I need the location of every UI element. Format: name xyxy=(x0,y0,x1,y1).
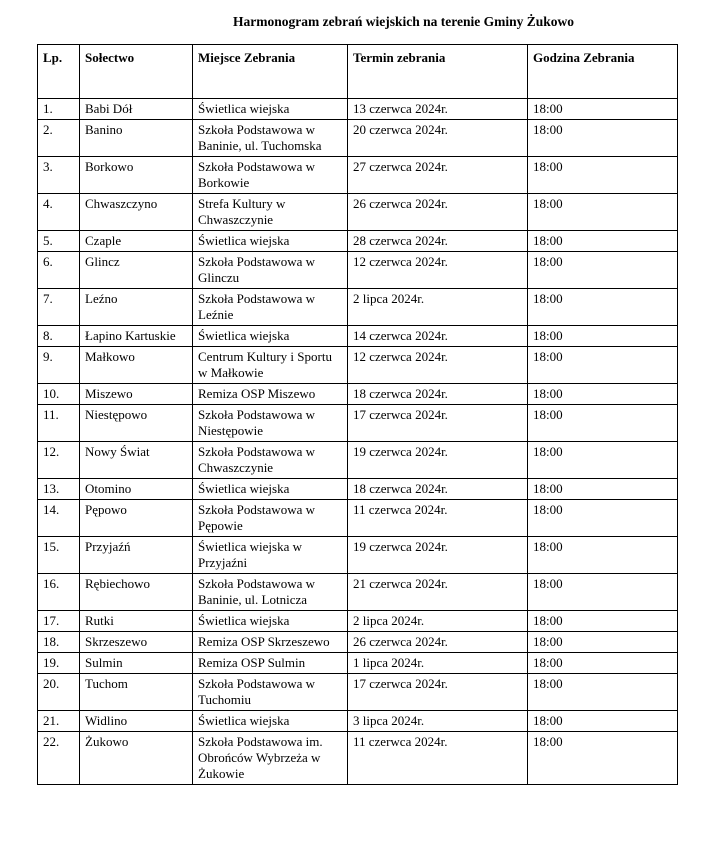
header-godzina: Godzina Zebrania xyxy=(528,45,678,99)
cell-lp: 20. xyxy=(38,674,80,711)
cell-solectwo: Czaple xyxy=(80,231,193,252)
cell-lp: 22. xyxy=(38,732,80,785)
cell-godzina: 18:00 xyxy=(528,252,678,289)
table-row xyxy=(38,732,678,785)
cell-solectwo: Glincz xyxy=(80,252,193,289)
cell-miejsce: Świetlica wiejska xyxy=(193,326,348,347)
cell-solectwo: Banino xyxy=(80,120,193,157)
cell-lp: 21. xyxy=(38,711,80,732)
cell-lp: 1. xyxy=(38,99,80,120)
cell-solectwo: Chwaszczyno xyxy=(80,194,193,231)
cell-termin: 17 czerwca 2024r. xyxy=(348,674,528,711)
table-header-row xyxy=(38,45,678,99)
cell-lp: 17. xyxy=(38,611,80,632)
table-row xyxy=(38,99,678,120)
cell-solectwo: Małkowo xyxy=(80,347,193,384)
cell-godzina: 18:00 xyxy=(528,442,678,479)
cell-miejsce: Szkoła Podstawowa w Pępowie xyxy=(193,500,348,537)
cell-lp: 11. xyxy=(38,405,80,442)
cell-solectwo: Leźno xyxy=(80,289,193,326)
cell-solectwo: Miszewo xyxy=(80,384,193,405)
cell-miejsce: Świetlica wiejska xyxy=(193,479,348,500)
cell-godzina: 18:00 xyxy=(528,479,678,500)
cell-miejsce: Świetlica wiejska xyxy=(193,99,348,120)
cell-termin: 2 lipca 2024r. xyxy=(348,289,528,326)
table-row xyxy=(38,537,678,574)
cell-godzina: 18:00 xyxy=(528,231,678,252)
header-termin: Termin zebrania xyxy=(348,45,528,99)
cell-termin: 14 czerwca 2024r. xyxy=(348,326,528,347)
table-row xyxy=(38,326,678,347)
table-body xyxy=(38,99,678,785)
table-row xyxy=(38,711,678,732)
cell-miejsce: Świetlica wiejska xyxy=(193,611,348,632)
table-row xyxy=(38,500,678,537)
cell-solectwo: Niestępowo xyxy=(80,405,193,442)
cell-termin: 11 czerwca 2024r. xyxy=(348,500,528,537)
cell-godzina: 18:00 xyxy=(528,120,678,157)
cell-miejsce: Szkoła Podstawowa im. Obrońców Wybrzeża w Żukowie xyxy=(193,732,348,785)
cell-miejsce: Remiza OSP Skrzeszewo xyxy=(193,632,348,653)
header-miejsce: Miejsce Zebrania xyxy=(193,45,348,99)
cell-termin: 3 lipca 2024r. xyxy=(348,711,528,732)
cell-solectwo: Rębiechowo xyxy=(80,574,193,611)
cell-lp: 6. xyxy=(38,252,80,289)
cell-godzina: 18:00 xyxy=(528,384,678,405)
cell-lp: 13. xyxy=(38,479,80,500)
cell-miejsce: Remiza OSP Miszewo xyxy=(193,384,348,405)
cell-termin: 20 czerwca 2024r. xyxy=(348,120,528,157)
cell-miejsce: Remiza OSP Sulmin xyxy=(193,653,348,674)
cell-godzina: 18:00 xyxy=(528,157,678,194)
page-title: Harmonogram zebrań wiejskich na terenie Gminy Żukowo xyxy=(233,14,574,29)
cell-termin: 27 czerwca 2024r. xyxy=(348,157,528,194)
cell-termin: 17 czerwca 2024r. xyxy=(348,405,528,442)
header-lp: Lp. xyxy=(38,45,80,99)
cell-termin: 21 czerwca 2024r. xyxy=(348,574,528,611)
cell-lp: 16. xyxy=(38,574,80,611)
cell-godzina: 18:00 xyxy=(528,574,678,611)
cell-termin: 18 czerwca 2024r. xyxy=(348,479,528,500)
cell-solectwo: Skrzeszewo xyxy=(80,632,193,653)
cell-godzina: 18:00 xyxy=(528,611,678,632)
cell-lp: 19. xyxy=(38,653,80,674)
cell-solectwo: Żukowo xyxy=(80,732,193,785)
cell-miejsce: Szkoła Podstawowa w Niestępowie xyxy=(193,405,348,442)
cell-miejsce: Szkoła Podstawowa w Glinczu xyxy=(193,252,348,289)
cell-solectwo: Otomino xyxy=(80,479,193,500)
table-row xyxy=(38,674,678,711)
cell-lp: 8. xyxy=(38,326,80,347)
cell-godzina: 18:00 xyxy=(528,500,678,537)
table-row xyxy=(38,653,678,674)
cell-lp: 10. xyxy=(38,384,80,405)
cell-miejsce: Szkoła Podstawowa w Tuchomiu xyxy=(193,674,348,711)
cell-termin: 19 czerwca 2024r. xyxy=(348,442,528,479)
table-row xyxy=(38,442,678,479)
cell-godzina: 18:00 xyxy=(528,537,678,574)
table-row xyxy=(38,632,678,653)
cell-miejsce: Szkoła Podstawowa w Baninie, ul. Lotnicza xyxy=(193,574,348,611)
cell-miejsce: Szkoła Podstawowa w Chwaszczynie xyxy=(193,442,348,479)
table-row xyxy=(38,405,678,442)
cell-termin: 12 czerwca 2024r. xyxy=(348,347,528,384)
cell-miejsce: Szkoła Podstawowa w Borkowie xyxy=(193,157,348,194)
cell-lp: 5. xyxy=(38,231,80,252)
cell-solectwo: Nowy Świat xyxy=(80,442,193,479)
cell-miejsce: Strefa Kultury w Chwaszczynie xyxy=(193,194,348,231)
cell-miejsce: Szkoła Podstawowa w Baninie, ul. Tuchomska xyxy=(193,120,348,157)
cell-godzina: 18:00 xyxy=(528,326,678,347)
cell-godzina: 18:00 xyxy=(528,347,678,384)
cell-godzina: 18:00 xyxy=(528,732,678,785)
cell-solectwo: Sulmin xyxy=(80,653,193,674)
cell-solectwo: Pępowo xyxy=(80,500,193,537)
cell-termin: 18 czerwca 2024r. xyxy=(348,384,528,405)
cell-miejsce: Świetlica wiejska w Przyjaźni xyxy=(193,537,348,574)
table-row xyxy=(38,289,678,326)
meeting-schedule-table xyxy=(37,44,678,785)
cell-termin: 13 czerwca 2024r. xyxy=(348,99,528,120)
cell-lp: 2. xyxy=(38,120,80,157)
cell-termin: 1 lipca 2024r. xyxy=(348,653,528,674)
table-row xyxy=(38,611,678,632)
cell-lp: 12. xyxy=(38,442,80,479)
cell-lp: 14. xyxy=(38,500,80,537)
cell-lp: 3. xyxy=(38,157,80,194)
cell-termin: 19 czerwca 2024r. xyxy=(348,537,528,574)
table-row xyxy=(38,479,678,500)
table-row xyxy=(38,120,678,157)
cell-lp: 18. xyxy=(38,632,80,653)
cell-godzina: 18:00 xyxy=(528,405,678,442)
cell-termin: 12 czerwca 2024r. xyxy=(348,252,528,289)
cell-godzina: 18:00 xyxy=(528,194,678,231)
cell-godzina: 18:00 xyxy=(528,653,678,674)
cell-lp: 7. xyxy=(38,289,80,326)
table-row xyxy=(38,347,678,384)
cell-solectwo: Widlino xyxy=(80,711,193,732)
cell-termin: 26 czerwca 2024r. xyxy=(348,632,528,653)
cell-lp: 15. xyxy=(38,537,80,574)
cell-termin: 28 czerwca 2024r. xyxy=(348,231,528,252)
cell-lp: 9. xyxy=(38,347,80,384)
cell-termin: 2 lipca 2024r. xyxy=(348,611,528,632)
cell-solectwo: Rutki xyxy=(80,611,193,632)
cell-termin: 26 czerwca 2024r. xyxy=(348,194,528,231)
cell-miejsce: Świetlica wiejska xyxy=(193,711,348,732)
table-row xyxy=(38,384,678,405)
table-row xyxy=(38,574,678,611)
cell-godzina: 18:00 xyxy=(528,632,678,653)
cell-miejsce: Centrum Kultury i Sportu w Małkowie xyxy=(193,347,348,384)
cell-godzina: 18:00 xyxy=(528,711,678,732)
table-row xyxy=(38,231,678,252)
cell-solectwo: Łapino Kartuskie xyxy=(80,326,193,347)
cell-godzina: 18:00 xyxy=(528,674,678,711)
cell-miejsce: Szkoła Podstawowa w Leźnie xyxy=(193,289,348,326)
table-row xyxy=(38,157,678,194)
cell-lp: 4. xyxy=(38,194,80,231)
table-row xyxy=(38,252,678,289)
cell-godzina: 18:00 xyxy=(528,99,678,120)
table-row xyxy=(38,194,678,231)
cell-solectwo: Przyjaźń xyxy=(80,537,193,574)
header-solectwo: Sołectwo xyxy=(80,45,193,99)
cell-solectwo: Borkowo xyxy=(80,157,193,194)
cell-termin: 11 czerwca 2024r. xyxy=(348,732,528,785)
cell-miejsce: Świetlica wiejska xyxy=(193,231,348,252)
cell-godzina: 18:00 xyxy=(528,289,678,326)
cell-solectwo: Babi Dół xyxy=(80,99,193,120)
cell-solectwo: Tuchom xyxy=(80,674,193,711)
